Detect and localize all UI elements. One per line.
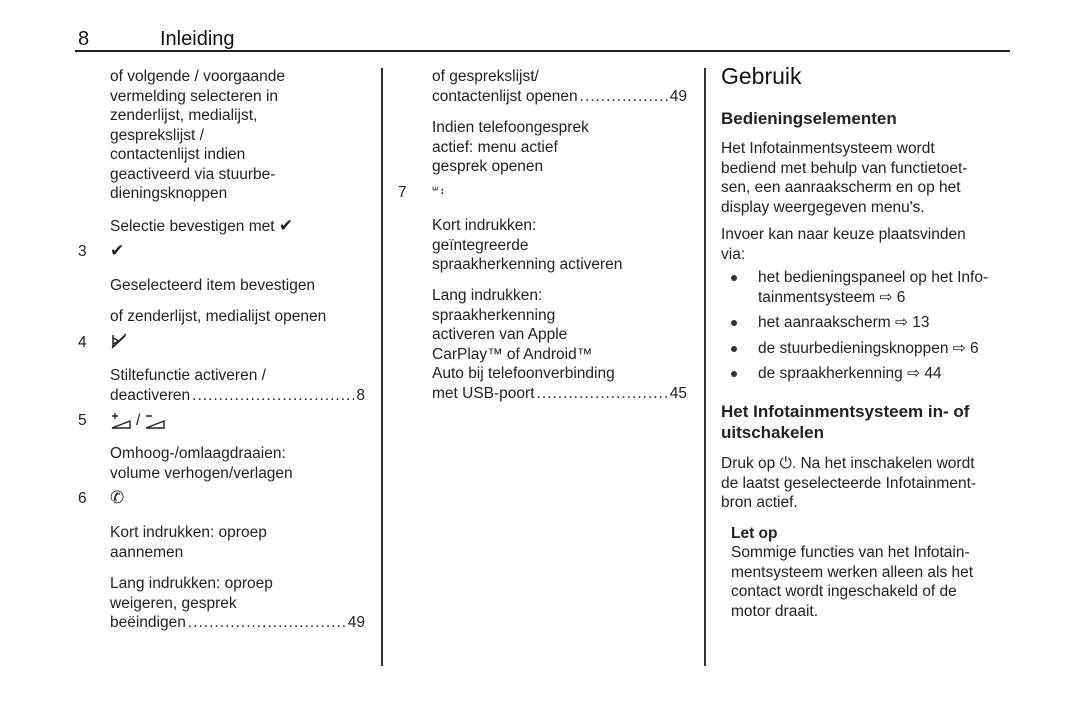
list-item: de stuurbedieningsknoppen ⇨ 6 xyxy=(721,339,1011,359)
bullet-list xyxy=(721,268,1011,390)
paragraph: Het Infotainmentsysteem wordt bediend met behulp van functietoet- sen, een aanraakscherm en op het display weergegeven menu's. xyxy=(721,140,968,216)
header-rule xyxy=(75,50,1010,52)
paragraph: Omhoog-/omlaagdraaien: volume verhogen/verlagen xyxy=(110,445,293,482)
page-reference[interactable]: 49 xyxy=(669,88,687,105)
paragraph: of volgende / voorgaande vermelding selecteren in zenderlijst, medialijst, gesprekslijst / contactenlijst indien geactiveerd via stuurbe- dieningsknoppen xyxy=(110,68,285,202)
toc-entry: contactenlijst openen xyxy=(432,88,578,105)
paragraph: Lang indrukken: oproep weigeren, gesprek xyxy=(110,575,273,612)
paragraph: Kort indrukken: oproep aannemen xyxy=(110,524,267,561)
note-text: Sommige functies van het Infotain- mentsysteem werken alleen als het contact wordt ingeschakeld of de motor draait. xyxy=(731,544,974,620)
page-reference[interactable]: 49 xyxy=(347,614,365,631)
mute-icon xyxy=(110,332,128,355)
paragraph: of zenderlijst, medialijst openen xyxy=(110,308,327,325)
toc-entry: met USB-poort xyxy=(432,385,535,402)
paragraph: Indien telefoongesprek actief: menu actief gesprek openen xyxy=(432,119,589,175)
paragraph: Druk op ⏻. Na het inschakelen wordt de laatst geselecteerde Infotainment- bron actief. xyxy=(721,455,977,511)
subsection-heading: Het Infotainmentsysteem in- of uitschakelen xyxy=(721,402,970,442)
list-item: de spraakherkenning ⇨ 44 xyxy=(721,364,1011,384)
paragraph: Selectie bevestigen met xyxy=(110,218,275,235)
page-number: 8 xyxy=(78,28,90,50)
volume-down-icon xyxy=(144,412,166,430)
paragraph: of gesprekslijst/ xyxy=(432,68,539,85)
paragraph: Invoer kan naar keuze plaatsvinden via: xyxy=(721,226,966,263)
item-number: 4 xyxy=(78,334,87,351)
paragraph: Kort indrukken: geïntegreerde spraakherkenning activeren xyxy=(432,217,623,273)
paragraph: Geselecteerd item bevestigen xyxy=(110,277,316,294)
toc-entry: beëindigen xyxy=(110,614,186,631)
voice-recognition-icon: ᐜ᛬ xyxy=(432,184,447,199)
separator: / xyxy=(136,412,141,429)
volume-up-icon xyxy=(110,412,132,430)
page-reference[interactable]: 45 xyxy=(669,385,687,402)
note-title: Let op xyxy=(731,525,778,542)
item-number: 3 xyxy=(78,243,87,260)
list-item: het aanraakscherm ⇨ 13 xyxy=(721,313,1011,333)
subsection-heading: Bedieningselementen xyxy=(721,109,897,128)
item-number: 6 xyxy=(78,490,87,507)
section-heading: Gebruik xyxy=(721,63,802,89)
column-divider xyxy=(704,68,706,666)
toc-entry: deactiveren xyxy=(110,387,191,404)
item-number: 5 xyxy=(78,412,87,429)
column-divider xyxy=(381,68,383,666)
page-reference[interactable]: 8 xyxy=(356,387,365,404)
paragraph: Lang indrukken: spraakherkenning activeren van Apple CarPlay™ of Android™ Auto bij telefoonverbinding xyxy=(432,287,615,382)
page-title: Inleiding xyxy=(160,28,235,50)
checkmark-icon: ✔ xyxy=(110,241,125,260)
item-number: 7 xyxy=(398,184,407,201)
list-item: het bedieningspaneel op het Info- tainmentsysteem ⇨ 6 xyxy=(721,268,1011,307)
phone-icon: ✆ xyxy=(110,488,125,507)
checkmark-icon: ✔ xyxy=(278,216,294,235)
paragraph: Stiltefunctie activeren / xyxy=(110,367,266,384)
